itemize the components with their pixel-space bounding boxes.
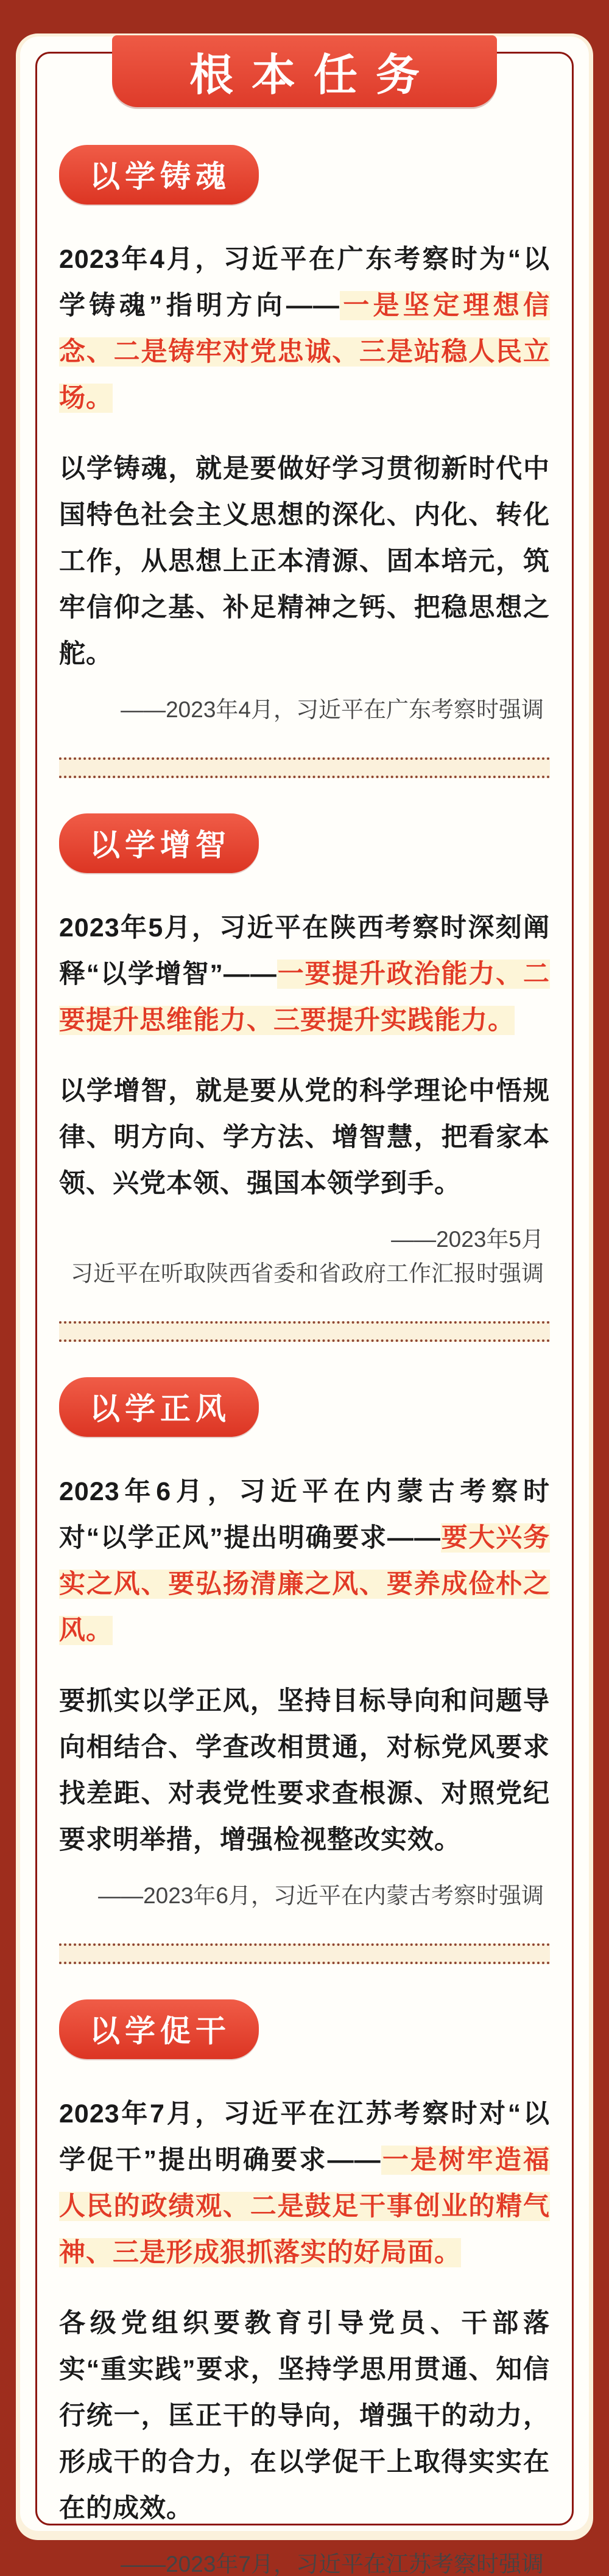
attribution (59, 2547, 550, 2576)
content-panel (20, 37, 589, 2576)
emphasis-text: 要大兴务实之风、要弘扬清廉之风、要养成俭朴之风。 (59, 1523, 551, 1645)
emphasis-text: 一要提升政治能力、二要提升思维能力、三要提升实践能力。 (59, 960, 550, 1035)
page-title: 根本任务 (189, 51, 438, 100)
dotted-divider (59, 757, 550, 778)
section-yixuezhengfeng (59, 1377, 550, 1913)
section-label: 以学正风 (90, 1392, 231, 1426)
attribution-line: ——2023年6月，习近平在内蒙古考察时强调 (98, 1883, 544, 1908)
section-yixuezhuhun (59, 145, 550, 727)
lead-text: 2023年6月，习近平在内蒙古考察时对“以学正风”提出明确要求—— (59, 1477, 550, 1553)
attribution-line: 习近平在听取陕西省委和省政府工作汇报时强调 (71, 1261, 544, 1286)
section-yixuezengzhi (59, 813, 550, 1291)
lead-text: 2023年5月，习近平在陕西考察时深刻阐释“以学增智”—— (59, 913, 550, 989)
attribution-line: ——2023年5月 (391, 1227, 544, 1252)
content-column (20, 37, 589, 2576)
section-body-paragraph: 以学铸魂，就是要做好学习贯彻新时代中国特色社会主义思想的深化、内化、转化工作，从思想上正本清源、固本培元，筑牢信仰之基、补足精神之钙、把稳思想之舵。 (59, 454, 550, 669)
attribution (59, 693, 550, 727)
section-lead-paragraph (59, 2091, 550, 2276)
section-label: 以学促干 (90, 2014, 231, 2048)
section-lead-paragraph (59, 905, 550, 1044)
section-body-paragraph: 要抓实以学正风，坚持目标导向和问题导向相结合、学查改相贯通，对标党风要求找差距、对表党性要求查根源、对照党纪要求明举措，增强检视整改实效。 (59, 1686, 550, 1855)
section-label: 以学增智 (90, 828, 231, 862)
dotted-divider (59, 1943, 550, 1964)
emphasis-text: 一是坚定理想信念、二是铸牢对党忠诚、三是站稳人民立场。 (59, 291, 551, 413)
section-pill (59, 1377, 259, 1437)
section-body-paragraph: 以学增智，就是要从党的科学理论中悟规律、明方向、学方法、增智慧，把看家本领、兴党本领、强国本领学到手。 (59, 1076, 550, 1198)
section-yixuecugan (59, 1999, 550, 2576)
section-pill (59, 1999, 259, 2059)
section-body-paragraph: 各级党组织要教育引导党员、干部落实“重实践”要求，坚持学思用贯通、知信行统一，匡正干的导向，增强干的动力，形成干的合力，在以学促干上取得实实在在的成效。 (59, 2309, 550, 2523)
attribution-line: ——2023年4月，习近平在广东考察时强调 (121, 697, 544, 722)
header-banner (112, 35, 497, 107)
section-pill (59, 813, 259, 873)
emphasis-text: 一是树牢造福人民的政绩观、二是鼓足干事创业的精气神、三是形成狠抓落实的好局面。 (59, 2146, 550, 2267)
attribution (59, 1879, 550, 1913)
section-lead-paragraph (59, 236, 550, 421)
section-pill (59, 145, 259, 205)
section-label: 以学铸魂 (90, 160, 231, 194)
attribution (59, 1223, 550, 1291)
lead-text: 2023年7月，习近平在江苏考察时对“以学促干”提出明确要求—— (59, 2099, 550, 2175)
attribution-line: ——2023年7月，习近平在江苏考察时强调 (121, 2552, 544, 2576)
dotted-divider (59, 1321, 550, 1342)
lead-text: 2023年4月，习近平在广东考察时为“以学铸魂”指明方向—— (59, 245, 550, 320)
section-lead-paragraph (59, 1469, 550, 1654)
